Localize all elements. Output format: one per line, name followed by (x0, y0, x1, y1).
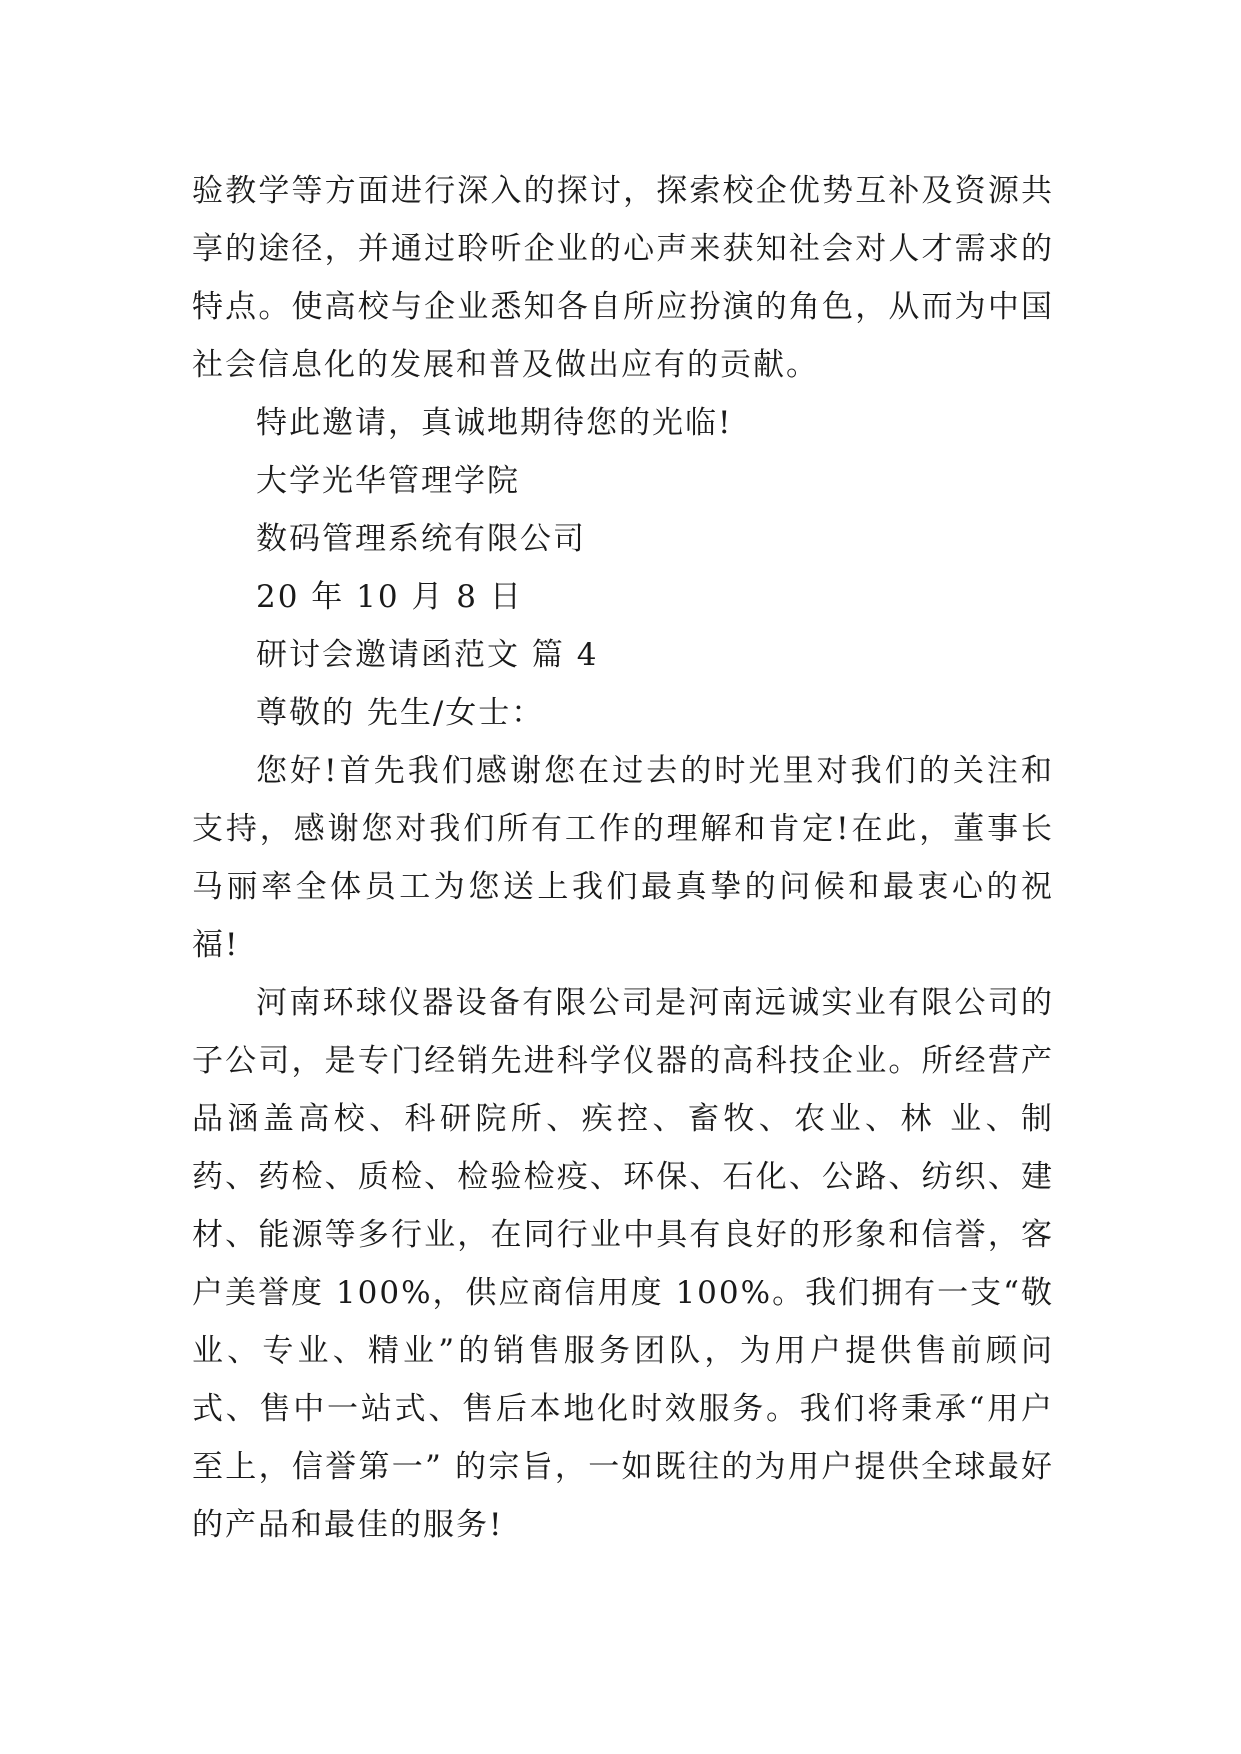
signature-organization-2: 数码管理系统有限公司 (256, 521, 586, 557)
section-heading: 研讨会邀请函范文 篇 4 (256, 637, 599, 673)
salutation: 尊敬的 先生/女士： (256, 695, 545, 731)
paragraph-greeting: 您好!首先我们感谢您在过去的时光里对我们的关注和支持，感谢您对我们所有工作的理解和肯定!在此，董事长马丽率全体员工为您送上我们最真挚的问候和最衷心的祝福! (192, 753, 1054, 963)
signature-organization-1: 大学光华管理学院 (256, 463, 520, 499)
paragraph-continuation: 验教学等方面进行深入的探讨，探索校企优势互补及资源共享的途径，并通过聆听企业的心声来获知社会对人才需求的特点。使高校与企业悉知各自所应扮演的角色，从而为中国社会信息化的发展和普及做出应有的贡献。 (192, 173, 1054, 383)
signature-date: 20 年 10 月 8 日 (256, 579, 523, 615)
paragraph-company-intro: 河南环球仪器设备有限公司是河南远诚实业有限公司的子公司，是专门经销先进科学仪器的高科技企业。所经营产品涵盖高校、科研院所、疾控、畜牧、农业、林 业、制药、药检、质检、检验检疫、环保、石化、公路、纺织、建材、能源等多行业，在同行业中具有良好的形象和信誉，客户美誉度 100%，供应商信用度 100%。我们拥有一支“敬业、专业、精业”的销售服务团队，为用户提供售前顾问式、售中一站式、售后本地化时效服务。我们将秉承“用户至上，信誉第一” 的宗旨，一如既往的为用户提供全球最好的产品和最佳的服务! (192, 985, 1054, 1543)
paragraph-invitation-closing: 特此邀请，真诚地期待您的光临! (256, 405, 733, 441)
document-body (192, 162, 1054, 1554)
